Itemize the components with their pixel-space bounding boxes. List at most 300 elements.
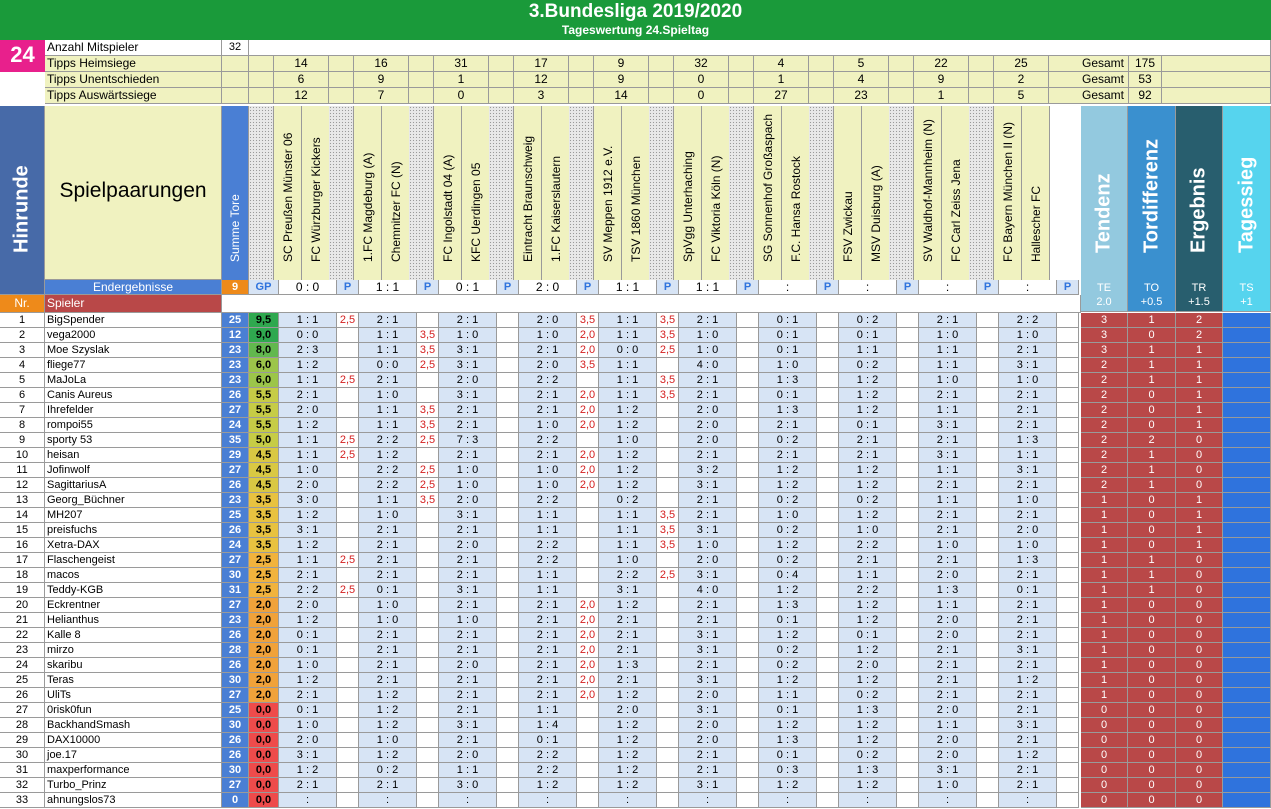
player-tip[interactable]: 1 : 1 (599, 538, 657, 553)
player-points[interactable] (977, 373, 999, 388)
player-points[interactable] (417, 373, 439, 388)
player-gp[interactable]: 2,0 (249, 643, 279, 658)
player-gp[interactable]: 2,0 (249, 598, 279, 613)
player-tip[interactable]: 1 : 0 (839, 523, 897, 538)
player-to[interactable]: 1 (1128, 358, 1176, 373)
player-tip[interactable]: 1 : 0 (599, 433, 657, 448)
player-tip[interactable]: 1 : 2 (839, 463, 897, 478)
player-points[interactable] (657, 643, 679, 658)
player-points[interactable] (817, 628, 839, 643)
player-tip[interactable]: 2 : 0 (679, 688, 737, 703)
player-ts[interactable] (1223, 343, 1271, 358)
player-points[interactable] (497, 343, 519, 358)
player-tip[interactable]: 2 : 1 (679, 613, 737, 628)
info-spacer[interactable] (222, 88, 249, 104)
player-tip[interactable]: 2 : 1 (679, 448, 737, 463)
player-tip[interactable]: 1 : 0 (519, 328, 577, 343)
player-points[interactable] (737, 508, 759, 523)
player-summe-tore[interactable]: 26 (222, 388, 249, 403)
info-dot[interactable] (729, 56, 754, 72)
player-points[interactable]: 2,0 (577, 658, 599, 673)
player-points[interactable] (657, 718, 679, 733)
info-label[interactable]: Anzahl Mitspieler (45, 40, 222, 56)
player-tr[interactable]: 0 (1176, 568, 1223, 583)
player-points[interactable] (337, 568, 359, 583)
player-summe-tore[interactable]: 35 (222, 433, 249, 448)
player-tip[interactable]: 2 : 0 (679, 718, 737, 733)
player-tip[interactable]: 2 : 1 (359, 628, 417, 643)
player-tr[interactable]: 2 (1176, 328, 1223, 343)
player-points[interactable] (977, 748, 999, 763)
player-points[interactable] (497, 433, 519, 448)
player-points[interactable] (417, 583, 439, 598)
player-tip[interactable]: 1 : 2 (279, 613, 337, 628)
player-tip[interactable]: 2 : 1 (359, 778, 417, 793)
player-tip[interactable]: 2 : 1 (279, 388, 337, 403)
player-points[interactable] (737, 793, 759, 808)
player-tip[interactable]: 1 : 2 (599, 733, 657, 748)
info-value[interactable]: 4 (754, 56, 809, 72)
player-points[interactable] (977, 673, 999, 688)
player-to[interactable]: 0 (1128, 403, 1176, 418)
player-ts[interactable] (1223, 403, 1271, 418)
player-tip[interactable]: 2 : 1 (599, 628, 657, 643)
player-tr[interactable]: 0 (1176, 748, 1223, 763)
player-tr[interactable]: 0 (1176, 718, 1223, 733)
player-tip[interactable]: 2 : 2 (519, 553, 577, 568)
player-tr[interactable]: 0 (1176, 793, 1223, 808)
player-tip[interactable]: 1 : 2 (359, 688, 417, 703)
player-points[interactable] (977, 733, 999, 748)
summe-tore-header[interactable] (222, 106, 249, 280)
player-tip[interactable]: 2 : 1 (999, 508, 1057, 523)
player-tip[interactable]: 1 : 0 (759, 358, 817, 373)
player-ts[interactable] (1223, 703, 1271, 718)
player-points[interactable] (337, 493, 359, 508)
player-tip[interactable]: 2 : 1 (519, 598, 577, 613)
player-tip[interactable]: 0 : 2 (759, 493, 817, 508)
player-points[interactable] (897, 328, 919, 343)
player-to[interactable]: 1 (1128, 568, 1176, 583)
player-tip[interactable]: 1 : 2 (599, 463, 657, 478)
player-te[interactable]: 3 (1081, 343, 1128, 358)
player-points[interactable] (417, 568, 439, 583)
match-dots[interactable] (409, 106, 434, 280)
match-2-home[interactable] (354, 106, 382, 280)
player-ts[interactable] (1223, 418, 1271, 433)
player-nr[interactable]: 31 (0, 763, 45, 778)
player-tip[interactable]: 0 : 1 (759, 388, 817, 403)
player-tip[interactable]: 2 : 1 (599, 613, 657, 628)
player-gp[interactable]: 0,0 (249, 763, 279, 778)
player-to[interactable]: 0 (1128, 763, 1176, 778)
player-tip[interactable]: 1 : 2 (839, 643, 897, 658)
match-5-away[interactable] (622, 106, 650, 280)
player-gp[interactable]: 2,5 (249, 553, 279, 568)
player-tip[interactable]: 0 : 1 (759, 313, 817, 328)
player-tip[interactable]: 0 : 2 (839, 313, 897, 328)
player-tip[interactable]: 0 : 2 (839, 358, 897, 373)
info-dot[interactable] (329, 56, 354, 72)
player-nr[interactable]: 28 (0, 718, 45, 733)
tr-col[interactable] (1176, 280, 1223, 312)
player-points[interactable]: 2,5 (657, 343, 679, 358)
player-tip[interactable]: 1 : 1 (759, 688, 817, 703)
player-points[interactable] (977, 523, 999, 538)
player-tr[interactable]: 1 (1176, 343, 1223, 358)
player-tip[interactable]: 2 : 0 (599, 703, 657, 718)
player-points[interactable] (1057, 343, 1079, 358)
player-points[interactable] (897, 643, 919, 658)
player-points[interactable] (817, 493, 839, 508)
player-points[interactable] (417, 793, 439, 808)
player-points[interactable] (657, 553, 679, 568)
info-dot[interactable] (569, 72, 594, 88)
player-points[interactable] (897, 343, 919, 358)
player-tip[interactable]: 1 : 2 (599, 763, 657, 778)
player-tip[interactable]: 1 : 1 (919, 718, 977, 733)
player-summe-tore[interactable]: 27 (222, 688, 249, 703)
tordifferenz-header[interactable] (1128, 106, 1176, 280)
player-points[interactable] (737, 688, 759, 703)
player-tip[interactable]: 1 : 2 (999, 748, 1057, 763)
info-label[interactable]: Tipps Heimsiege (45, 56, 222, 72)
player-points[interactable]: 2,0 (577, 673, 599, 688)
player-points[interactable] (977, 328, 999, 343)
player-tip[interactable]: 3 : 1 (439, 583, 497, 598)
player-name[interactable]: skaribu (45, 658, 222, 673)
player-tip[interactable]: 1 : 1 (599, 358, 657, 373)
player-summe-tore[interactable]: 23 (222, 493, 249, 508)
player-name[interactable]: maxperformance (45, 763, 222, 778)
info-total[interactable]: 32 (222, 40, 249, 56)
player-tr[interactable]: 0 (1176, 583, 1223, 598)
player-points[interactable] (337, 538, 359, 553)
player-tip[interactable]: 1 : 3 (919, 583, 977, 598)
player-points[interactable] (417, 658, 439, 673)
player-tip[interactable]: 2 : 1 (679, 313, 737, 328)
player-tip[interactable]: 0 : 1 (279, 703, 337, 718)
player-tip[interactable]: 1 : 2 (759, 778, 817, 793)
player-ts[interactable] (1223, 433, 1271, 448)
player-points[interactable] (737, 703, 759, 718)
player-tip[interactable]: 1 : 1 (519, 583, 577, 598)
player-ts[interactable] (1223, 583, 1271, 598)
player-points[interactable] (657, 448, 679, 463)
player-tip[interactable]: 2 : 1 (999, 388, 1057, 403)
player-points[interactable] (977, 403, 999, 418)
player-points[interactable] (817, 508, 839, 523)
player-tip[interactable]: 1 : 1 (439, 763, 497, 778)
player-points[interactable] (497, 793, 519, 808)
player-te[interactable]: 1 (1081, 628, 1128, 643)
player-tip[interactable]: 1 : 0 (439, 613, 497, 628)
player-points[interactable] (897, 313, 919, 328)
player-points[interactable] (1057, 598, 1079, 613)
player-ts[interactable] (1223, 613, 1271, 628)
info-value[interactable]: 9 (354, 72, 409, 88)
player-tip[interactable]: 1 : 2 (839, 613, 897, 628)
player-points[interactable] (417, 778, 439, 793)
player-points[interactable] (1057, 613, 1079, 628)
player-tip[interactable]: : (279, 793, 337, 808)
player-tip[interactable]: 2 : 0 (439, 538, 497, 553)
player-points[interactable]: 2,0 (577, 478, 599, 493)
player-tip[interactable]: 0 : 1 (839, 418, 897, 433)
player-gp[interactable]: 0,0 (249, 778, 279, 793)
match-result[interactable]: 0 : 1 (439, 280, 497, 295)
player-tip[interactable]: 2 : 1 (839, 553, 897, 568)
player-tip[interactable]: 0 : 0 (599, 343, 657, 358)
player-tip[interactable]: 2 : 0 (919, 733, 977, 748)
end-spacer[interactable] (0, 280, 45, 295)
match-9-away[interactable] (942, 106, 970, 280)
player-tip[interactable]: 2 : 2 (519, 493, 577, 508)
player-tip[interactable]: 2 : 1 (279, 778, 337, 793)
player-points[interactable] (497, 718, 519, 733)
info-dot[interactable] (249, 88, 274, 104)
player-tip[interactable]: 2 : 1 (679, 508, 737, 523)
info-value[interactable]: 32 (674, 56, 729, 72)
player-tip[interactable]: 1 : 1 (279, 553, 337, 568)
player-to[interactable]: 0 (1128, 748, 1176, 763)
player-to[interactable]: 1 (1128, 463, 1176, 478)
player-tip[interactable]: 1 : 2 (839, 598, 897, 613)
player-te[interactable]: 0 (1081, 718, 1128, 733)
player-te[interactable]: 1 (1081, 523, 1128, 538)
player-tip[interactable]: 2 : 1 (519, 448, 577, 463)
player-points[interactable] (977, 553, 999, 568)
player-to[interactable]: 1 (1128, 373, 1176, 388)
player-tip[interactable]: 2 : 0 (919, 703, 977, 718)
player-tip[interactable]: 2 : 2 (359, 433, 417, 448)
player-to[interactable]: 1 (1128, 478, 1176, 493)
match-10-home[interactable] (994, 106, 1022, 280)
player-points[interactable] (737, 568, 759, 583)
player-tip[interactable]: 4 : 0 (679, 358, 737, 373)
player-tip[interactable]: 1 : 0 (359, 733, 417, 748)
player-ts[interactable] (1223, 778, 1271, 793)
player-summe-tore[interactable]: 28 (222, 643, 249, 658)
player-tip[interactable]: 1 : 0 (519, 463, 577, 478)
player-points[interactable] (657, 673, 679, 688)
hinrunde-header[interactable] (0, 106, 45, 280)
player-tr[interactable]: 1 (1176, 493, 1223, 508)
player-tip[interactable]: 2 : 1 (999, 658, 1057, 673)
player-points[interactable]: 3,5 (657, 523, 679, 538)
player-tip[interactable]: 1 : 4 (519, 718, 577, 733)
player-tip[interactable]: 2 : 1 (359, 373, 417, 388)
player-tip[interactable]: 1 : 2 (279, 763, 337, 778)
player-points[interactable] (817, 613, 839, 628)
player-points[interactable] (817, 733, 839, 748)
info-value[interactable]: 14 (594, 88, 649, 104)
points-header[interactable]: P (417, 280, 439, 295)
player-to[interactable]: 0 (1128, 793, 1176, 808)
player-points[interactable] (497, 328, 519, 343)
player-tip[interactable]: 1 : 2 (359, 748, 417, 763)
player-points[interactable] (977, 433, 999, 448)
player-points[interactable] (817, 673, 839, 688)
player-tip[interactable]: 1 : 1 (359, 403, 417, 418)
player-to[interactable]: 0 (1128, 733, 1176, 748)
player-tip[interactable]: 2 : 0 (919, 628, 977, 643)
points-header[interactable]: P (657, 280, 679, 295)
player-name[interactable]: mirzo (45, 643, 222, 658)
info-dot[interactable] (969, 56, 994, 72)
player-points[interactable] (337, 718, 359, 733)
player-tip[interactable]: 3 : 1 (999, 718, 1057, 733)
player-points[interactable]: 3,5 (417, 343, 439, 358)
player-summe-tore[interactable]: 27 (222, 553, 249, 568)
player-ts[interactable] (1223, 793, 1271, 808)
player-tip[interactable]: 2 : 2 (359, 463, 417, 478)
player-tip[interactable]: 1 : 0 (359, 613, 417, 628)
player-tip[interactable]: 2 : 1 (439, 598, 497, 613)
info-dot[interactable] (729, 72, 754, 88)
match-dots[interactable] (889, 106, 914, 280)
player-tip[interactable]: 1 : 1 (839, 568, 897, 583)
player-to[interactable]: 0 (1128, 628, 1176, 643)
player-tip[interactable]: 1 : 2 (599, 418, 657, 433)
player-te[interactable]: 1 (1081, 508, 1128, 523)
player-summe-tore[interactable]: 26 (222, 658, 249, 673)
player-points[interactable] (897, 658, 919, 673)
player-points[interactable] (737, 628, 759, 643)
player-tip[interactable]: 3 : 1 (439, 718, 497, 733)
player-points[interactable]: 2,0 (577, 598, 599, 613)
info-spacer[interactable] (222, 56, 249, 72)
player-nr[interactable]: 15 (0, 523, 45, 538)
player-points[interactable]: 2,5 (337, 553, 359, 568)
player-tip[interactable]: 2 : 0 (839, 658, 897, 673)
player-points[interactable]: 2,0 (577, 418, 599, 433)
player-tip[interactable]: 2 : 1 (919, 313, 977, 328)
player-te[interactable]: 1 (1081, 658, 1128, 673)
player-points[interactable] (817, 553, 839, 568)
player-tip[interactable]: 2 : 0 (679, 733, 737, 748)
player-gp[interactable]: 5,5 (249, 388, 279, 403)
player-tip[interactable]: 3 : 1 (679, 703, 737, 718)
match-dots[interactable] (729, 106, 754, 280)
player-points[interactable] (577, 703, 599, 718)
player-te[interactable]: 1 (1081, 643, 1128, 658)
player-points[interactable] (417, 673, 439, 688)
player-points[interactable] (897, 598, 919, 613)
player-points[interactable] (1057, 418, 1079, 433)
player-tip[interactable]: 1 : 0 (679, 328, 737, 343)
player-name[interactable]: Canis Aureus (45, 388, 222, 403)
player-ts[interactable] (1223, 553, 1271, 568)
player-points[interactable] (417, 613, 439, 628)
info-value[interactable]: 3 (514, 88, 569, 104)
player-points[interactable] (737, 748, 759, 763)
player-tip[interactable]: 2 : 1 (679, 658, 737, 673)
player-points[interactable]: 3,5 (577, 313, 599, 328)
player-points[interactable] (817, 658, 839, 673)
player-tip[interactable]: 2 : 1 (359, 658, 417, 673)
player-tip[interactable]: 2 : 1 (919, 688, 977, 703)
ergebnis-header[interactable] (1176, 106, 1223, 280)
player-points[interactable] (977, 763, 999, 778)
player-summe-tore[interactable]: 27 (222, 463, 249, 478)
player-tip[interactable]: 2 : 1 (439, 643, 497, 658)
player-tip[interactable]: 0 : 0 (279, 328, 337, 343)
player-tip[interactable]: 3 : 1 (279, 748, 337, 763)
player-gp[interactable]: 0,0 (249, 703, 279, 718)
player-tip[interactable]: 2 : 1 (439, 403, 497, 418)
player-name[interactable]: SagittariusA (45, 478, 222, 493)
player-tip[interactable]: 2 : 2 (519, 748, 577, 763)
info-value[interactable]: 5 (834, 56, 889, 72)
player-points[interactable] (577, 553, 599, 568)
info-value[interactable]: 2 (994, 72, 1049, 88)
player-tip[interactable]: 1 : 0 (279, 658, 337, 673)
player-points[interactable] (737, 343, 759, 358)
player-points[interactable] (977, 643, 999, 658)
info-dot[interactable] (329, 88, 354, 104)
player-summe-tore[interactable]: 27 (222, 598, 249, 613)
player-te[interactable]: 1 (1081, 493, 1128, 508)
player-te[interactable]: 1 (1081, 673, 1128, 688)
player-tip[interactable]: 2 : 0 (919, 748, 977, 763)
player-to[interactable]: 0 (1128, 658, 1176, 673)
player-tip[interactable]: 2 : 1 (839, 448, 897, 463)
player-summe-tore[interactable]: 27 (222, 778, 249, 793)
player-to[interactable]: 0 (1128, 523, 1176, 538)
player-points[interactable] (497, 733, 519, 748)
player-points[interactable] (577, 433, 599, 448)
player-points[interactable] (497, 523, 519, 538)
player-points[interactable] (977, 538, 999, 553)
player-tip[interactable]: 2 : 1 (519, 643, 577, 658)
info-value[interactable]: 17 (514, 56, 569, 72)
player-tip[interactable]: 3 : 1 (439, 508, 497, 523)
player-points[interactable] (1057, 688, 1079, 703)
player-tr[interactable]: 0 (1176, 628, 1223, 643)
info-value[interactable]: 1 (754, 72, 809, 88)
player-points[interactable]: 2,5 (417, 358, 439, 373)
player-tip[interactable]: 0 : 1 (759, 613, 817, 628)
player-points[interactable] (657, 613, 679, 628)
player-nr[interactable]: 12 (0, 478, 45, 493)
player-points[interactable] (337, 478, 359, 493)
player-points[interactable] (497, 538, 519, 553)
player-points[interactable] (657, 433, 679, 448)
player-points[interactable] (977, 418, 999, 433)
player-points[interactable] (897, 433, 919, 448)
tagessieg-header[interactable] (1223, 106, 1271, 280)
player-points[interactable] (657, 628, 679, 643)
player-tip[interactable]: 2 : 1 (359, 673, 417, 688)
player-tr[interactable]: 0 (1176, 688, 1223, 703)
player-points[interactable] (897, 553, 919, 568)
player-points[interactable] (337, 628, 359, 643)
player-points[interactable] (657, 748, 679, 763)
player-tip[interactable]: 1 : 2 (759, 673, 817, 688)
player-tip[interactable]: 2 : 1 (919, 658, 977, 673)
player-points[interactable] (977, 658, 999, 673)
player-tip[interactable]: : (919, 793, 977, 808)
player-tip[interactable]: 1 : 0 (359, 508, 417, 523)
points-header[interactable]: P (817, 280, 839, 295)
player-te[interactable]: 1 (1081, 568, 1128, 583)
player-nr[interactable]: 33 (0, 793, 45, 808)
player-gp[interactable]: 2,0 (249, 658, 279, 673)
player-summe-tore[interactable]: 0 (222, 793, 249, 808)
player-summe-tore[interactable]: 23 (222, 358, 249, 373)
player-tip[interactable]: 1 : 2 (759, 583, 817, 598)
